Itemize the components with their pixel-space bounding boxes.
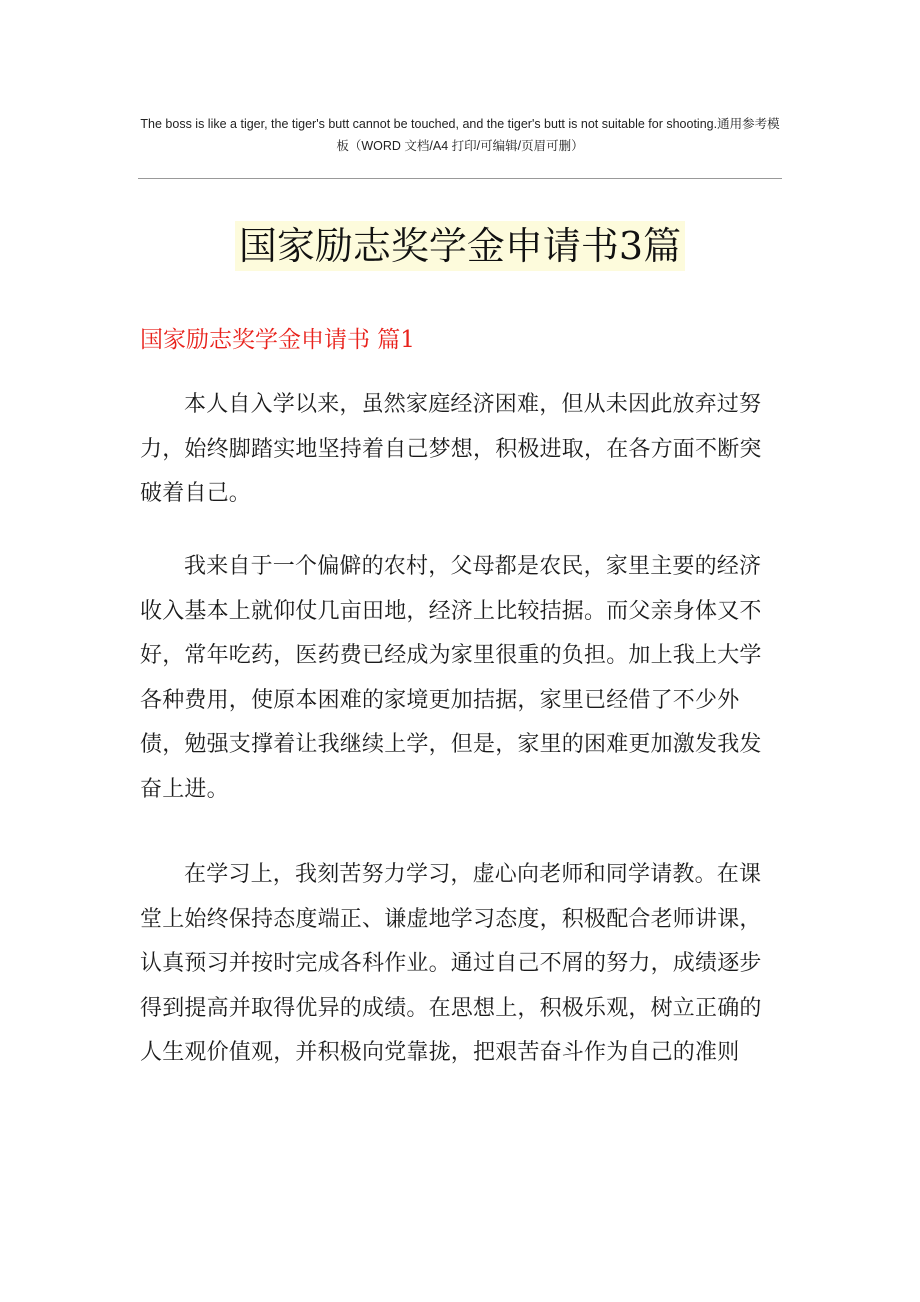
section-heading: 国家励志奖学金申请书 篇1 xyxy=(140,327,415,353)
header-divider xyxy=(138,178,782,179)
paragraph-3: 在学习上，我刻苦努力学习，虚心向老师和同学请教。在课堂上始终保持态度端正、谦虚地学习态度，积极配合老师讲课，认真预习并按时完成各科作业。通过自己不屑的努力，成绩逐步得到提高并取得优异的成绩。在思想上，积极乐观，树立正确的人生观价值观，并积极向党靠拢，把艰苦奋斗作为自己的准则 xyxy=(140,862,762,1065)
title-container xyxy=(0,196,920,297)
paragraph-2: 我来自于一个偏僻的农村，父母都是农民，家里主要的经济收入基本上就仰仗几亩田地，经济上比较拮据。而父亲身体又不好，常年吃药，医药费已经成为家里很重的负担。加上我上大学各种费用，使原本困难的家境更加拮据，家里已经借了不少外债，勉强支撑着让我继续上学，但是，家里的困难更加激发我发奋上进。 xyxy=(140,554,762,802)
paragraph-1: 本人自入学以来，虽然家庭经济困难，但从未因此放弃过努力，始终脚踏实地坚持着自己梦想，积极进取，在各方面不断突破着自己。 xyxy=(140,392,762,506)
header-note: The boss is like a tiger, the tiger's butt cannot be touched, and the tiger's butt is not suitable for shooting.通用参考模板（WORD 文档/A4 打印/可编辑/页眉可删） xyxy=(140,117,780,153)
document-title: 国家励志奖学金申请书3篇 xyxy=(235,221,685,271)
